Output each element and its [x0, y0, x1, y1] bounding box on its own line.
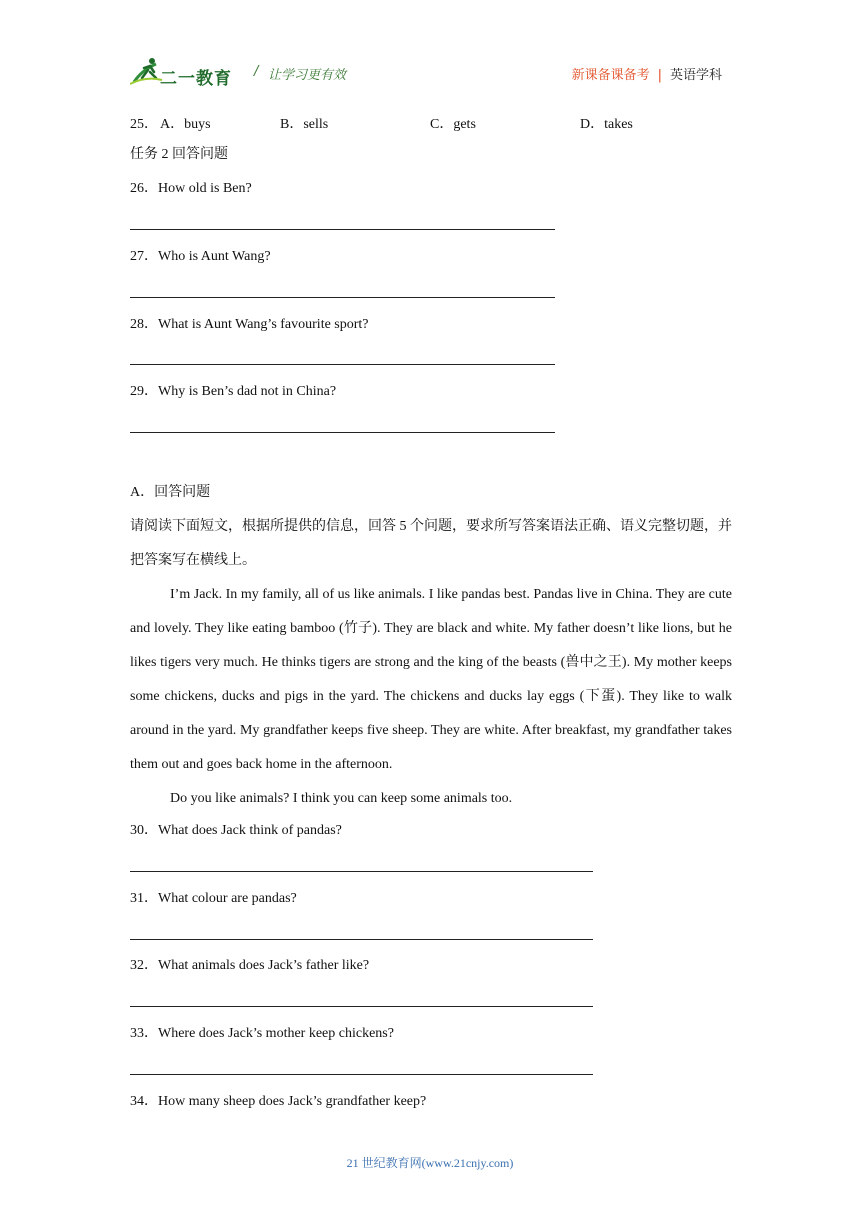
task2-title: 任务 2 回答问题 — [130, 147, 228, 162]
q25-option-a: A．buys — [160, 117, 211, 132]
header-right — [572, 64, 722, 83]
question-31: 31．What colour are pandas? — [130, 891, 297, 906]
logo — [130, 56, 250, 92]
answer-line-28[interactable] — [130, 364, 555, 365]
answer-line-26[interactable] — [130, 229, 555, 230]
q25-option-b: B．sells — [280, 117, 329, 132]
question-32: 32．What animals does Jack’s father like? — [130, 958, 370, 973]
page-footer: 21 世纪教育网(www.21cnjy.com) — [346, 1156, 514, 1170]
header-slogan: 让学习更有效 — [268, 68, 347, 83]
header-course-label: 新课备课备考 — [571, 68, 650, 83]
answer-line-32[interactable] — [130, 1006, 593, 1007]
header-separator: | — [657, 68, 662, 83]
answer-line-30[interactable] — [130, 871, 593, 872]
answer-line-33[interactable] — [130, 1074, 593, 1075]
question-34: 34．How many sheep does Jack’s grandfather keep? — [130, 1094, 427, 1109]
logo-text: 二一教育 — [160, 69, 232, 89]
answer-line-31[interactable] — [130, 939, 593, 940]
header-subject-label: 英语学科 — [669, 68, 722, 83]
question-29: 29．Why is Ben’s dad not in China? — [130, 384, 337, 399]
q25-option-c: C．gets — [430, 117, 476, 132]
question-30: 30．What does Jack think of pandas? — [130, 823, 342, 838]
page-header — [130, 56, 730, 92]
passage-paragraph-1: I’m Jack. In my family, all of us like animals. I like pandas best. Pandas live in China. They are cute and lovely. They like eating bamboo (竹子). They are black and white. My father doesn’t like lions, but he likes tigers very much. He thinks tigers are strong and the king of the beasts (兽中之王). My mother keeps some chickens, ducks and pigs in the yard. The chickens and ducks lay eggs (下蛋). They like to walk around in the yard. My grandfather keeps five sheep. They are white. After breakfast, my grandfather takes them out and goes back home in the afternoon. — [130, 587, 732, 772]
passage-paragraph-2: Do you like animals? I think you can keep some animals too. — [170, 791, 513, 806]
question-27: 27．Who is Aunt Wang? — [130, 249, 271, 264]
question-28: 28．What is Aunt Wang’s favourite sport? — [130, 317, 369, 332]
q25-number: 25． — [130, 117, 158, 132]
reading-section — [130, 510, 732, 816]
instructions: 请阅读下面短文，根据所提供的信息，回答 5 个问题，要求所写答案语法正确、语义完整切题，并把答案写在横线上。 — [130, 519, 732, 568]
answer-line-29[interactable] — [130, 432, 555, 433]
question-33: 33．Where does Jack’s mother keep chickens? — [130, 1026, 394, 1041]
question-26: 26．How old is Ben? — [130, 181, 252, 196]
runner-logo-icon — [130, 56, 164, 86]
header-slash: / — [254, 64, 259, 79]
section-a-title: A．回答问题 — [130, 485, 211, 500]
q25-option-d: D．takes — [580, 117, 633, 132]
answer-line-27[interactable] — [130, 297, 555, 298]
